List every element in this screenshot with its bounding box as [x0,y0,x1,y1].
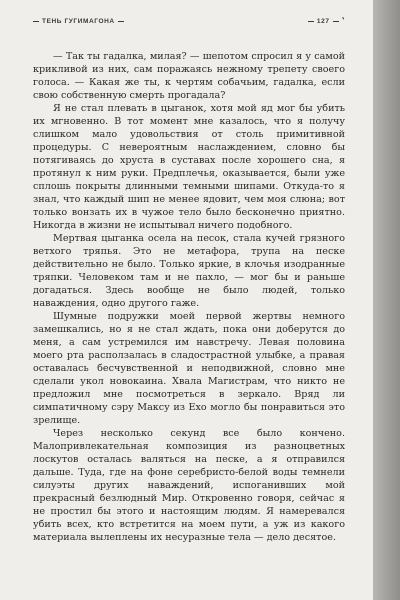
paragraph: Шумные подружки моей первой жертвы немного замешкались, но я не стал ждать, пока они доберутся до меня, а сам устремился им навстречу. Левая половина моего рта расползалась в сладострастной улыбке, а правая оставалась бесчувственной и неподвижной, словно мне сделали укол новокаина. Хвала Магистрам, что никто не предложил мне посмотреться в зеркало. Вряд ли симпатичному сэру Максу из Ехо могло бы понравиться это зрелище. [33,311,345,426]
running-header [33,16,345,26]
running-title-group [33,18,124,25]
page-edge-shadow [373,0,400,600]
corner-tick-icon: ⌝ [341,18,345,24]
paragraph: Через несколько секунд все было кончено. Малопривлекательная композиция из разноцветных лоскутов осталась валяться на песке, а я отправился дальше. Туда, где на фоне серебристо-белой воды темнели силуэты других наваждений, испоганивших мой прекрасный безлюдный Мир. Откровенно говоря, сейчас я не простил бы этого и настоящим людям. Я намеревался убить всех, кто встретится на моем пути, а уж из какого материала вылеплены их несуразные тела — дело десятое. [33,428,345,543]
paragraph: — Так ты гадалка, милая? — шепотом спросил я у самой крикливой из них, сам поражаясь нежному трепету своего голоса. — Какая же ты, к чертям собачьим, гадалка, если свою собственную смерть прогадала? [33,51,345,101]
page-number-dash-left [308,21,314,22]
page-number: 127 [316,17,330,25]
page-number-group [308,18,345,25]
body-text [33,50,345,544]
header-dash-right [118,21,124,22]
paragraph: Я не стал плевать в цыганок, хотя мой яд мог бы убить их мгновенно. В тот момент мне казалось, что я получу слишком мало удовольствия от столь примитивной процедуры. С невероятным наслаждением, словно бы потягиваясь до хруста в суставах после хорошего сна, я протянул к ним руки. Предплечья, оказывается, были уже сплошь покрыты длинными темными шипами. Откуда-то я знал, что каждый шип не менее ядовит, чем моя слюна; вот только вонзать их в чужое тело было бесконечно приятно. Никогда в жизни не испытывал ничего подобного. [33,103,345,231]
running-title: ТЕНЬ ГУГИМАГОНА [42,17,115,25]
header-dash-left [33,21,39,22]
page-number-dash-right [333,21,339,22]
paragraph: Мертвая цыганка осела на песок, стала кучей грязного ветхого тряпья. Это не метафора, трупа на песке действительно не было. Только яркие, в клочья изодранные тряпки. Человеком там и не пахло, — мог бы и раньше догадаться. Здесь вообще не было людей, только наваждения, одно другого гаже. [33,233,345,309]
